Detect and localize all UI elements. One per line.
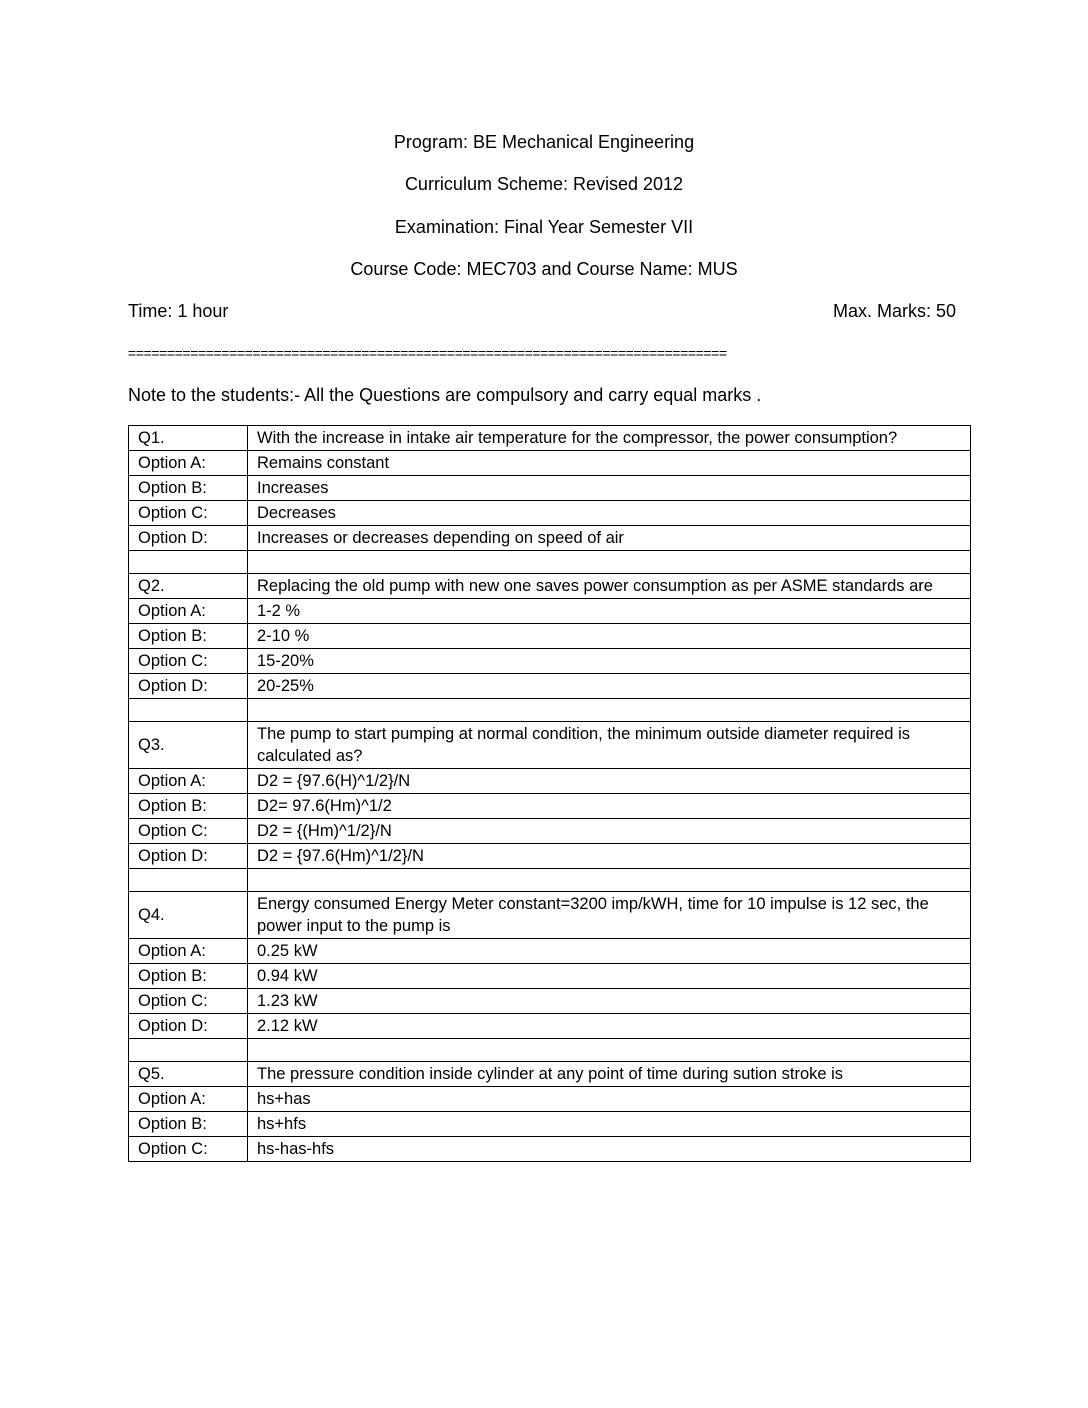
question-number: Q2. [129,574,248,599]
option-row [129,674,971,699]
program-title: Program: BE Mechanical Engineering [393,132,695,152]
option-text: Increases or decreases depending on speed of air [248,526,971,551]
option-row [129,769,971,794]
spacer-cell [248,699,971,722]
question-text: The pressure condition inside cylinder at any point of time during sution stroke is [248,1062,971,1087]
option-text: 0.25 kW [248,939,971,964]
option-row [129,624,971,649]
option-text: hs+hfs [248,1112,971,1137]
option-row [129,451,971,476]
option-text: 0.94 kW [248,964,971,989]
option-label: Option D: [129,1014,248,1039]
option-label: Option C: [129,1137,248,1162]
spacer-row [129,1039,971,1062]
option-text: D2 = {97.6(Hm)^1/2}/N [248,844,971,869]
separator-line: ============================================================================= [128,345,727,361]
option-text: Remains constant [248,451,971,476]
spacer-cell [129,1039,248,1062]
spacer-cell [129,551,248,574]
max-marks: Max. Marks: 50 [832,301,956,321]
spacer-cell [248,869,971,892]
question-row [129,892,971,939]
question-row [129,722,971,769]
question-text: Replacing the old pump with new one saves power consumption as per ASME standards are [248,574,971,599]
option-text: 20-25% [248,674,971,699]
option-label: Option C: [129,989,248,1014]
option-label: Option A: [129,599,248,624]
option-text: 1-2 % [248,599,971,624]
student-note: Note to the students:- All the Questions are compulsory and carry equal marks . [128,385,762,405]
question-number: Q1. [129,426,248,451]
option-label: Option B: [129,964,248,989]
option-label: Option B: [129,476,248,501]
option-label: Option C: [129,649,248,674]
question-row [129,1062,971,1087]
question-number: Q3. [129,722,248,769]
option-text: D2 = {97.6(H)^1/2}/N [248,769,971,794]
option-label: Option D: [129,844,248,869]
option-text: hs+has [248,1087,971,1112]
spacer-cell [248,1039,971,1062]
option-row [129,476,971,501]
option-text: 2-10 % [248,624,971,649]
spacer-cell [129,699,248,722]
spacer-cell [248,551,971,574]
option-row [129,599,971,624]
option-row [129,1087,971,1112]
option-row [129,649,971,674]
spacer-row [129,551,971,574]
course-code-name: Course Code: MEC703 and Course Name: MUS [350,259,738,279]
option-row [129,939,971,964]
option-label: Option A: [129,451,248,476]
option-row [129,526,971,551]
option-row [129,1137,971,1162]
option-text: D2 = {(Hm)^1/2}/N [248,819,971,844]
option-text: 1.23 kW [248,989,971,1014]
option-label: Option D: [129,526,248,551]
option-row [129,1014,971,1039]
option-text: 2.12 kW [248,1014,971,1039]
examination-title: Examination: Final Year Semester VII [394,217,694,237]
option-label: Option B: [129,794,248,819]
spacer-cell [129,869,248,892]
question-number: Q4. [129,892,248,939]
option-row [129,844,971,869]
question-number: Q5. [129,1062,248,1087]
question-text: With the increase in intake air temperature for the compressor, the power consumption? [248,426,971,451]
option-row [129,989,971,1014]
question-text: Energy consumed Energy Meter constant=3200 imp/kWH, time for 10 impulse is 12 sec, the power input to the pump is [248,892,971,939]
option-label: Option A: [129,1087,248,1112]
option-row [129,794,971,819]
curriculum-scheme: Curriculum Scheme: Revised 2012 [404,174,684,194]
question-row [129,574,971,599]
question-text: The pump to start pumping at normal condition, the minimum outside diameter required is calculated as? [248,722,971,769]
option-label: Option C: [129,819,248,844]
option-row [129,819,971,844]
spacer-row [129,869,971,892]
option-label: Option A: [129,769,248,794]
spacer-row [129,699,971,722]
option-row [129,1112,971,1137]
option-label: Option B: [129,624,248,649]
option-row [129,501,971,526]
option-text: Decreases [248,501,971,526]
option-label: Option C: [129,501,248,526]
option-text: 15-20% [248,649,971,674]
questions-table-body [129,426,971,1162]
question-row [129,426,971,451]
questions-table [128,425,971,1162]
option-text: hs-has-hfs [248,1137,971,1162]
option-label: Option A: [129,939,248,964]
option-row [129,964,971,989]
option-text: D2= 97.6(Hm)^1/2 [248,794,971,819]
option-label: Option B: [129,1112,248,1137]
time-limit: Time: 1 hour [128,301,229,321]
option-text: Increases [248,476,971,501]
option-label: Option D: [129,674,248,699]
